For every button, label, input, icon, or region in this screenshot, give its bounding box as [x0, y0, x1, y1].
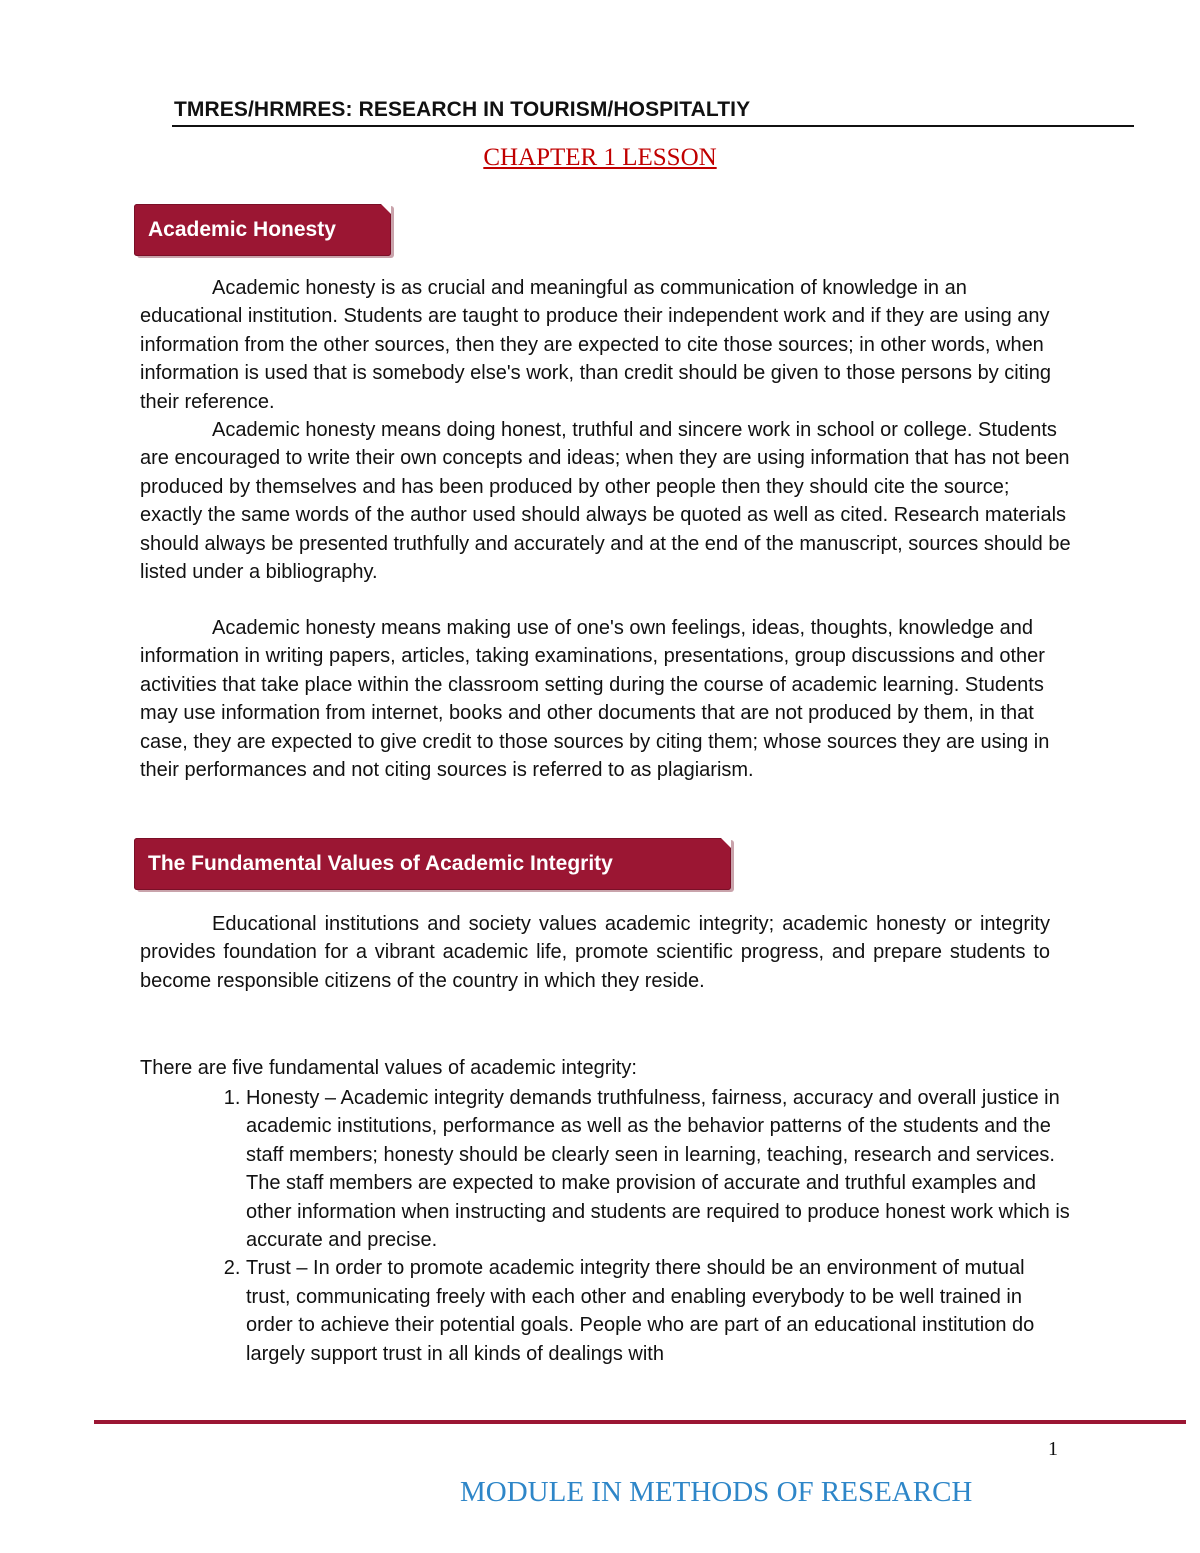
paragraph-2: Academic honesty means doing honest, truthful and sincere work in school or college. Students are encouraged to write their own concepts and ideas; when they are using information that has not been produced by themselves and has been produced by other people then they should cite the source; exactly the same words of the author used should always be quoted as well as cited. Research materials should always be presented truthfully and accurately and at the end of the manuscript, sources should be listed under a bibliography.: [140, 419, 1071, 584]
course-title: TMRES/HRMRES: RESEARCH IN TOURISM/HOSPITALTIY: [174, 98, 751, 121]
section-banner-fundamental-values: The Fundamental Values of Academic Integrity: [134, 838, 731, 890]
paragraph-3: Academic honesty means making use of one's own feelings, ideas, thoughts, knowledge and information in writing papers, articles, taking examinations, presentations, group discussions and other activities that take place within the classroom setting during the course of academic learning. Students may use information from internet, books and other documents that are not produced by them, in that case, they are expected to give credit to those sources by citing them; whose sources they are using in their performances and not citing sources is referred to as plagiarism.: [140, 617, 1050, 782]
header-divider: [172, 125, 1134, 127]
list-item: 1. Honesty – Academic integrity demands truthfulness, fairness, accuracy and overall justice in academic institutions, performance as well as the behavior patterns of the students and the staff members; honesty should be clearly seen in learning, teaching, research and services. The staff members are expected to make provision of accurate and truthful examples and other information when instructing and students are required to produce honest work which is accurate and precise.: [246, 1084, 1070, 1254]
section-banner-academic-honesty: Academic Honesty: [134, 204, 391, 256]
paragraph-1: Academic honesty is as crucial and meaningful as communication of knowledge in an educational institution. Students are taught to produce their independent work and if they are using any information from the other sources, then they are expected to cite those sources; in other words, when information is used that is somebody else's work, than credit should be given to those persons by citing their reference.: [140, 277, 1051, 413]
module-title: MODULE IN METHODS OF RESEARCH: [460, 1476, 973, 1508]
list-intro: There are five fundamental values of academic integrity:: [140, 1057, 637, 1079]
page-number: 1: [1048, 1438, 1058, 1460]
footer-divider: [94, 1420, 1186, 1424]
values-list: [140, 1084, 1070, 1368]
list-item: 2. Trust – In order to promote academic integrity there should be an environment of mutual trust, communicating freely with each other and enabling everybody to be well trained in order to achieve their potential goals. People who are part of an educational institution do largely support trust in all kinds of dealings with: [246, 1254, 1070, 1368]
paragraph-intro: Educational institutions and society values academic integrity; academic honesty or integrity provides foundation for a vibrant academic life, promote scientific progress, and prepare students to become responsible citizens of the country in which they reside.: [140, 913, 1050, 992]
chapter-title: CHAPTER 1 LESSON: [483, 144, 717, 171]
